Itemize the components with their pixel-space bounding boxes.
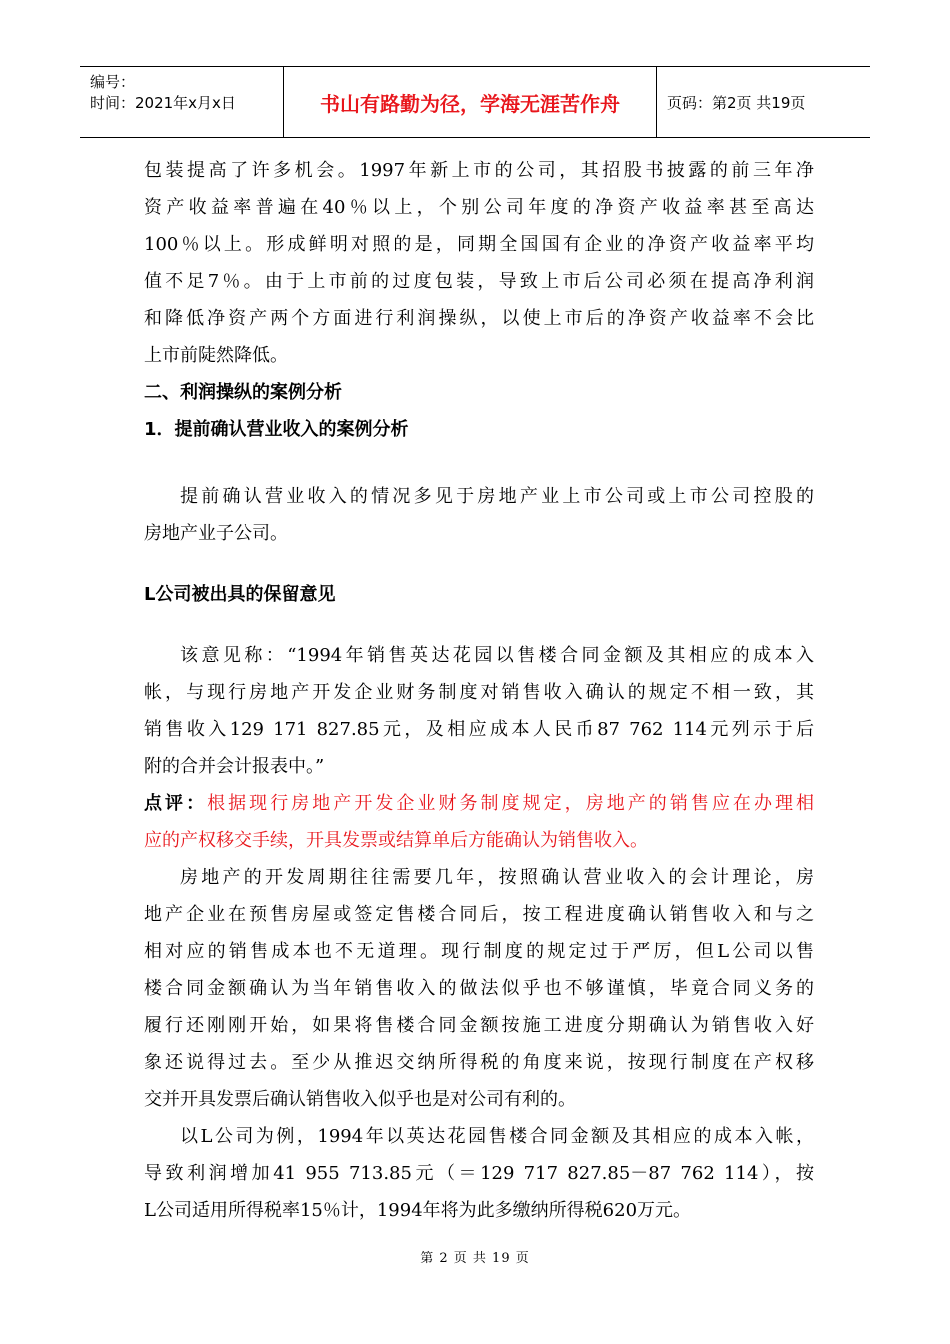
page-footer: 第 2 页 共 19 页 — [420, 1251, 530, 1266]
text-line: 值不足7％。由于上市前的过度包装，导致上市后公司必须在提高净利润 — [144, 271, 814, 292]
subsection-heading: 1．提前确认营业收入的案例分析 — [144, 419, 409, 440]
paragraph-opinion — [144, 637, 814, 785]
text-line: 销售收入129 171 827.85元，及相应成本人民币87 762 114元列示于后 — [144, 719, 814, 740]
text-line: 提前确认营业收入的情况多见于房地产业上市公司或上市公司控股的 — [180, 486, 814, 507]
text-line: 房地产业子公司。 — [144, 523, 288, 544]
comment-line: 应的产权移交手续，开具发票或结算单后方能确认为销售收入。 — [144, 830, 648, 851]
text-line: 交并开具发票后确认销售收入似乎也是对公司有利的。 — [144, 1089, 576, 1110]
text-line: 附的合并会计报表中。” — [144, 756, 325, 777]
paragraph-analysis — [144, 859, 814, 1118]
comment-label: 点评： — [144, 793, 208, 814]
comment-block — [144, 785, 814, 859]
comment-line — [144, 785, 814, 822]
text-line: 包装提高了许多机会。1997年新上市的公司，其招股书披露的前三年净 — [144, 160, 814, 181]
paragraph-advance-revenue — [144, 478, 814, 552]
time-label: 时间：2021年x月x日 — [90, 94, 236, 112]
text-line: 导致利润增加41 955 713.85元（＝129 717 827.85－87 762 114），按 — [144, 1163, 814, 1184]
header-meta — [80, 67, 284, 137]
text-line: 相对应的销售成本也不无道理。现行制度的规定过于严厉，但L公司以售 — [144, 941, 814, 962]
comment-text: 根据现行房地产开发企业财务制度规定，房地产的销售应在办理相 — [207, 793, 815, 814]
text-line: 楼合同金额确认为当年销售收入的做法似乎也不够谨慎，毕竟合同义务的 — [144, 978, 814, 999]
paragraph-example — [144, 1118, 814, 1229]
text-line: 地产企业在预售房屋或签定售楼合同后，按工程进度确认销售收入和与之 — [144, 904, 814, 925]
text-line: 上市前陡然降低。 — [144, 345, 288, 366]
text-line: 房地产的开发周期往往需要几年，按照确认营业收入的会计理论，房 — [180, 867, 814, 888]
section-heading: 二、利润操纵的案例分析 — [144, 382, 342, 403]
header-page-info: 页码：第2页 共19页 — [667, 93, 806, 112]
text-line: 该意见称：“1994年销售英达花园以售楼合同金额及其相应的成本入 — [180, 645, 814, 666]
text-line: 履行还刚刚开始，如果将售楼合同金额按施工进度分期确认为销售收入好 — [144, 1015, 814, 1036]
text-line: L公司适用所得税率15％计，1994年将为此多缴纳所得税620万元。 — [144, 1200, 692, 1221]
document-body — [144, 152, 814, 1229]
case-heading: L公司被出具的保留意见 — [144, 584, 336, 605]
code-label: 编号： — [90, 73, 136, 91]
header-motto: 书山有路勤为径，学海无涯苦作舟 — [284, 67, 657, 137]
text-line: 100％以上。形成鲜明对照的是，同期全国国有企业的净资产收益率平均 — [144, 234, 814, 255]
text-line: 和降低净资产两个方面进行利润操纵，以使上市后的净资产收益率不会比 — [144, 308, 814, 329]
text-line: 象还说得过去。至少从推迟交纳所得税的角度来说，按现行制度在产权移 — [144, 1052, 814, 1073]
paragraph-intro — [144, 152, 814, 374]
text-line: 帐，与现行房地产开发企业财务制度对销售收入确认的规定不相一致，其 — [144, 682, 814, 703]
text-line: 资产收益率普遍在40％以上，个别公司年度的净资产收益率甚至高达 — [144, 197, 814, 218]
page-header — [80, 66, 870, 138]
text-line: 以L公司为例，1994年以英达花园售楼合同金额及其相应的成本入帐， — [180, 1126, 814, 1147]
